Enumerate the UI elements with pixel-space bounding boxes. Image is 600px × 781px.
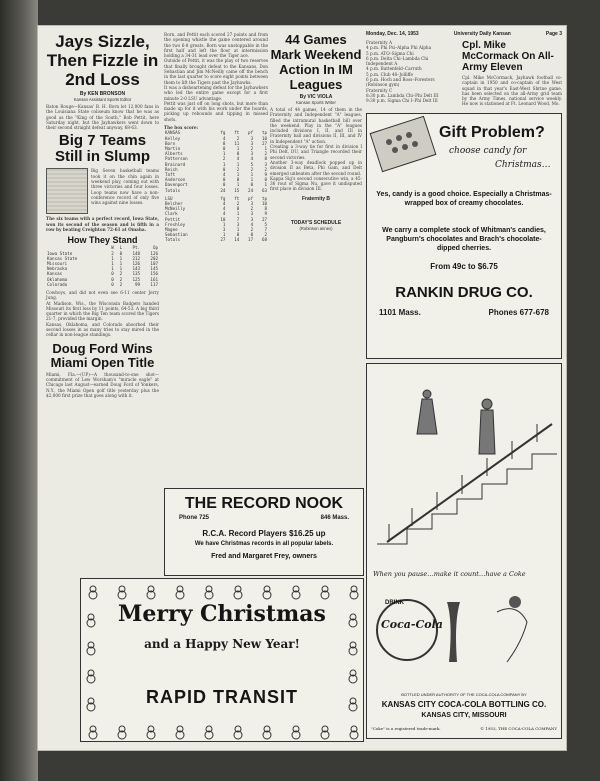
- standings-cell: 143: [132, 266, 141, 272]
- box-kansas-cell: 0: [250, 182, 254, 188]
- box-lsu-cell: 1: [236, 211, 240, 217]
- box-lsu-cell: Pettit: [165, 216, 181, 222]
- standings-cell: 126: [150, 250, 158, 256]
- rankin-phone: Phones 677-678: [488, 307, 549, 317]
- gift-line-2: We carry a complete stock of Whitman's candies, Pangburn's chocolates and Brach's chocolate-dipped cherries.: [382, 226, 546, 252]
- box-kansas-cell: Patterson: [165, 156, 188, 162]
- story-jays-continued: Born, and Pettit each scored 27 points and from the opening whistle the game centered around the two 6-8 greats. Born was unstoppable in the first half and left the floor at intermission holding a 34-31 lead over the Tiger ace. Outside of Pettit, it was the play of two reserves that finally brought defeat to the Kansans, Don Sebastian and Jim McNeilly came off the bench in the last quarter to score eight points between them to lift the Tigers past the Jayhawks. It was a disheartening defeat for the Jayhawkers who led the entire game except for a first minute 2-0 LSU advantage. Pettit was just off on long shots, but more than made up for it with his work under the boards, picking up rebounds and tipping in missed shots.: [164, 32, 268, 122]
- box-kansas-cell: 8: [264, 156, 267, 162]
- box-kansas-cell: 2: [250, 145, 254, 151]
- box-kansas-cell: Totals: [165, 187, 181, 193]
- snowman-icon: [89, 726, 97, 739]
- gift-price: From 49c to $6.75: [430, 261, 498, 271]
- story-mccormack: Cpl. Mike McCormack, Jayhawk football co-captain in 1950 and co-captain of the West squad in that year's East-West Shrine game, has been selected on the all-Army grid team by the Army Times, national service weekly. He now is stationed at Ft. Leonard Wood, Mo.: [462, 75, 562, 107]
- snowman-icon: [292, 586, 300, 599]
- box-kansas-cell: ft: [234, 130, 240, 136]
- box-lsu-cell: fg: [220, 195, 226, 201]
- column-3: [270, 32, 362, 231]
- box-kansas-cell: fg: [220, 130, 226, 136]
- box-lsu-cell: 0: [250, 232, 254, 238]
- standings-cell: 202: [150, 255, 158, 261]
- coke-company: KANSAS CITY COCA-COLA BOTTLING CO.: [381, 699, 547, 709]
- record-nook-addr: 846 Mass.: [320, 515, 349, 521]
- standings-cell: 1: [119, 255, 123, 261]
- box-lsu-cell: 3: [250, 216, 254, 222]
- standings-cell: 117: [150, 281, 158, 287]
- box-kansas-cell: 0: [264, 177, 267, 183]
- snowman-icon: [147, 726, 155, 739]
- rapid-transit-name: RAPID TRANSIT: [146, 687, 298, 707]
- box-lsu-cell: 1: [236, 227, 240, 232]
- box-kansas-cell: 0: [236, 151, 240, 157]
- box-lsu-cell: Sebastian: [165, 232, 188, 238]
- standings-cell: 2: [119, 281, 123, 287]
- box-kansas-cell: KANSAS: [165, 130, 181, 136]
- column-1: [46, 32, 159, 398]
- box-lsu-cell: 2: [250, 206, 254, 212]
- standings-cell: 125: [132, 276, 141, 282]
- box-kansas-cell: Martin: [165, 145, 181, 151]
- box-lsu-cell: 3: [250, 200, 254, 206]
- merry-christmas: Merry Christmas: [118, 601, 326, 627]
- standings-cell: 1: [111, 255, 114, 261]
- box-lsu-cell: tp: [261, 195, 267, 201]
- standings-cell: 2: [119, 271, 123, 277]
- box-kansas-cell: 3: [264, 161, 267, 167]
- page-edge: [566, 20, 600, 781]
- snowman-icon: [176, 726, 184, 739]
- snowman-icon: [263, 586, 271, 599]
- box-kansas-cell: 1: [222, 151, 226, 157]
- headline-jays: Jays Sizzle, Then Fizzle in 2nd Loss: [46, 32, 159, 89]
- box-lsu-cell: 4: [222, 211, 226, 217]
- box-kansas-cell: 27: [261, 140, 267, 146]
- box-lsu-cell: 27: [220, 237, 226, 243]
- box-title: The box score:: [164, 125, 199, 131]
- snowman-icon: [87, 670, 95, 683]
- box-lsu-cell: 5: [264, 221, 267, 227]
- standings-row: [46, 282, 159, 287]
- snowman-icon: [234, 726, 242, 739]
- box-score-lsu: [164, 196, 268, 243]
- standings-label: Fraternity B: [301, 195, 331, 202]
- box-lsu-cell: 10: [261, 200, 267, 206]
- folio-paper: University Daily Kansan: [453, 31, 511, 37]
- coke-drink: DRINK: [385, 599, 404, 606]
- box-kansas-cell: Davenport: [165, 182, 188, 188]
- rankin-drug-ad: [366, 113, 562, 359]
- box-lsu-cell: Freshley: [165, 221, 186, 227]
- schedule-label: TODAY'S SCHEDULE: [290, 219, 342, 226]
- box-lsu-cell: 1: [222, 221, 226, 227]
- snowman-icon: [350, 726, 358, 739]
- box-lsu-cell: 2: [236, 200, 240, 206]
- box-kansas-cell: 1: [236, 145, 240, 151]
- box-lsu-cell: 27: [261, 216, 267, 222]
- page-folio: [366, 31, 562, 37]
- box-kansas-cell: Taft: [165, 171, 176, 177]
- standings-cell: 107: [150, 260, 158, 266]
- box-score-kansas: [164, 130, 268, 192]
- coke-city: KANSAS CITY, MISSOURI: [421, 711, 507, 719]
- box-lsu-cell: Belcher: [165, 200, 183, 206]
- standings-cell: 0: [119, 250, 123, 256]
- box-kansas-cell: 4: [222, 171, 226, 177]
- gift-problem-head: Gift Problem?: [439, 123, 545, 141]
- coke-copyright: © 1953, THE COCA-COLA COMPANY: [480, 725, 557, 731]
- box-lsu-cell: 1: [222, 232, 226, 238]
- box-kansas-cell: 2: [264, 166, 267, 172]
- story-ford: Miami, Fla.—(UP)—A thousand-to-one shot—commitment of Lew Worsham's "miracle eagle" at Chicago last August—earned Doug Ford of Yonkers, N.Y., the Miami Open golf title yesterday plus the $2,000 first prize that goes along with it.: [46, 371, 159, 398]
- coca-cola-ad: [366, 363, 562, 739]
- box-kansas-cell: 9: [264, 171, 267, 177]
- rankin-address: 1101 Mass.: [379, 307, 421, 317]
- box-kansas-cell: 2: [222, 156, 226, 162]
- box-kansas-cell: 4: [236, 156, 240, 162]
- coke-logo: Coca-Cola: [381, 617, 443, 631]
- byline: By KEN BRONSON: [79, 91, 126, 97]
- standings-cell: Iowa State: [47, 250, 73, 256]
- column-2: [164, 32, 268, 243]
- box-kansas-cell: Born: [165, 140, 176, 146]
- standings-cell: L: [119, 245, 123, 251]
- standings-cell: 0: [111, 276, 114, 282]
- box-kansas-cell: 3: [250, 135, 254, 141]
- standings-cell: Kansas State: [47, 255, 78, 261]
- byline-viola-role: Kansan Sports Writer: [296, 100, 336, 105]
- box-kansas-cell: 4: [222, 135, 226, 141]
- box-kansas-cell: Anderson: [165, 177, 186, 183]
- standings-cell: 135: [132, 271, 141, 277]
- standings-cell: Nebraska: [47, 266, 68, 272]
- box-kansas-cell: 0: [236, 177, 240, 183]
- box-lsu-cell: LSU: [165, 195, 173, 201]
- box-kansas-cell: 2: [236, 135, 240, 141]
- snowman-icon: [118, 586, 126, 599]
- headline-big7: Big 7 Teams Still in Slump: [54, 132, 150, 166]
- box-lsu-cell: Magee: [165, 227, 178, 232]
- box-kansas-cell: Kelley: [165, 135, 181, 141]
- coke-tagline: When you pause…make it count…have a Coke: [373, 569, 526, 578]
- box-kansas-cell: 1: [236, 161, 240, 167]
- christmas-records-line: We have Christmas records in all popular labels.: [194, 541, 334, 547]
- standings-cell: 1: [111, 260, 114, 266]
- box-kansas-cell: 24: [248, 187, 254, 193]
- box-lsu-cell: 0: [236, 206, 240, 212]
- rapid-transit-ad: [80, 578, 364, 742]
- snowman-icon: [292, 726, 300, 739]
- box-lsu-cell: 68: [261, 237, 267, 243]
- record-players-line: R.C.A. Record Players $16.25 up: [202, 529, 326, 538]
- schedule-sub: (Robinson annex): [299, 225, 333, 231]
- snowman-icon: [349, 670, 357, 683]
- im-schedule-top: Fraternity A 4 p.m. Phi Psi–Alpha Phi Alpha 5 p.m. ATO–Sigma Chi 6 p.m. Delta Chi–Lambda Chi Independent A 4 p.m. Battenfeld–Carruth 5 p.m. Club 48–Jolliffe 6 p.m. Hoch and Ross–Foresters (Robinson gym) Fraternity C 8:30 p.m. Lambda Chi–Phi Delt III 9:30 p.m. Sigma Chi I–Phi Delt III: [366, 40, 439, 104]
- snowman-icon: [147, 586, 155, 599]
- standings-cell: 2: [111, 250, 114, 256]
- box-lsu-cell: 17: [248, 237, 254, 243]
- box-lsu-cell: 2: [250, 227, 254, 232]
- folio-page: Page 3: [545, 31, 562, 37]
- standings-cell: 2: [119, 276, 123, 282]
- box-lsu-cell: pf: [248, 195, 254, 201]
- story-jays: Baton Rouge—Kansas' B. H. Born let 12,000 fans in the Louisiana State coliseum know that he was as good as the "King of the South," Bob Pettit, here Saturday night, but the Jayhawkers went down to their second straight defeat anyway, 68-63.: [46, 104, 159, 131]
- box-kansas-cell: 1: [250, 171, 254, 177]
- box-lsu-cell: ft: [234, 195, 240, 201]
- gift-script: choose candy for: [449, 145, 527, 156]
- box-lsu-cell: Clark: [165, 211, 178, 217]
- gift-line-1: Yes, candy is a good choice. Especially a Christmas-wrapped box of creamy chocolates.: [376, 190, 552, 207]
- box-kansas-cell: Alberts: [165, 151, 183, 157]
- box-kansas-cell: 10: [261, 135, 267, 141]
- snowman-icon: [321, 586, 329, 599]
- column-4: [366, 40, 562, 739]
- box-kansas-row: [164, 188, 268, 193]
- byline-role: Kansan Assistant Sports Editor: [73, 97, 132, 102]
- box-lsu-cell: 7: [236, 216, 240, 222]
- happy-new-year: and a Happy New Year!: [144, 637, 300, 651]
- box-kansas-cell: Reich: [165, 166, 178, 172]
- box-kansas-cell: 1: [222, 161, 226, 167]
- box-kansas-cell: 1: [236, 171, 240, 177]
- folio-date: Monday, Dec. 14, 1953: [366, 31, 419, 37]
- box-kansas-cell: 3: [250, 151, 254, 157]
- story-cowboys: Cowboys, and did not even see 6-11 center Jerry Jung. At Madison, Wis., the Wisconsin Badgers handed Missouri its first loss by 11 points, 64-53. A big third quarter in which the Big Ten team scored the Tigers 21-7, provided the margin. Kansas, Oklahoma, and Colorado absorbed their second losses in as many tries to stay mired in the cellar in non-league standings.: [46, 290, 159, 338]
- record-nook-name: THE RECORD NOOK: [184, 495, 344, 512]
- box-kansas-cell: 2: [250, 166, 254, 172]
- standings-cell: 1: [119, 260, 123, 266]
- box-lsu-cell: 4: [222, 206, 226, 212]
- box-kansas-cell: 24: [220, 187, 226, 193]
- story-big7-b: The six teams with a perfect record, Iowa State, won its second of the season and is fifth in a row by beating Creighton 72-61 at Omaha.: [46, 216, 159, 233]
- story-im: A total of 44 games, 14 of them in the Fraternity and Independent "A" leagues, filled the intramural basketball bill over the weekend. Play in the "A" leagues included divisions I, II, and III in Fraternity ball and divisions II, III, and IV in Independent "A" action. Creating a 3-way tie for first in division I Phi Delt, DU, and Triangle recorded their second victories. Another 3-way deadlock popped up in division II as Beta, Phi Gam, and Delt emerged unbeaten after the second round. Kappa Sig's second consecutive win, a 45-36 rout of Sigma Nu, gave it undisputed first place in division III.: [270, 107, 362, 192]
- record-nook-phone: Phone 725: [179, 515, 210, 521]
- book-binding: [0, 0, 38, 781]
- box-kansas-cell: Brainard: [165, 161, 186, 167]
- box-lsu-cell: 8: [264, 206, 267, 212]
- box-kansas-cell: 2: [236, 166, 240, 172]
- gift-script-2: Christmas…: [495, 159, 551, 170]
- snowman-icon: [350, 586, 358, 599]
- box-kansas-cell: 15: [234, 187, 240, 193]
- standings-cell: 145: [150, 266, 158, 272]
- box-lsu-cell: 0: [236, 232, 240, 238]
- snowman-icon: [263, 726, 271, 739]
- record-nook-owners: Fred and Margaret Frey, owners: [211, 553, 317, 560]
- box-kansas-cell: 8: [222, 140, 226, 146]
- box-lsu-row: [164, 237, 268, 242]
- headline-ford: Doug Ford Wins Miami Open Title: [50, 340, 155, 370]
- box-lsu-cell: 3: [236, 221, 240, 227]
- standings-cell: 99: [135, 281, 141, 287]
- box-kansas-cell: 1: [264, 145, 267, 151]
- coke-logo-area: [367, 582, 561, 682]
- standings-cell: 1: [111, 266, 114, 272]
- box-kansas-cell: 11: [234, 140, 240, 146]
- standings-cell: Op: [152, 245, 158, 251]
- box-lsu-cell: 9: [264, 211, 267, 217]
- staircase-illustration: [367, 364, 561, 564]
- standings-cell: W: [111, 245, 114, 251]
- box-kansas-cell: tp: [261, 130, 267, 136]
- headline-im: 44 Games Mark Weekend Action In IM Leagues: [270, 32, 362, 92]
- box-lsu-cell: 2: [264, 232, 267, 238]
- box-lsu-cell: Totals: [165, 237, 181, 243]
- box-kansas-cell: 3: [250, 140, 254, 146]
- standings-cell: Pt.: [132, 245, 141, 251]
- standings-table: [46, 245, 159, 287]
- standings-cell: 212: [132, 255, 141, 261]
- snowman-icon: [118, 726, 126, 739]
- box-kansas-cell: 1: [236, 182, 240, 188]
- box-kansas-cell: 0: [222, 177, 226, 183]
- box-kansas-cell: 1: [250, 177, 254, 183]
- box-lsu-cell: 4: [222, 200, 226, 206]
- standings-cell: Oklahoma: [47, 276, 68, 282]
- headline-mccormack: Cpl. Mike McCormack On All-Army Eleven: [462, 40, 554, 73]
- standings-cell: 161: [150, 276, 158, 282]
- box-kansas-cell: 5: [250, 161, 254, 167]
- standings-cell: 0: [111, 281, 114, 287]
- standings-cell: 1: [119, 266, 123, 272]
- box-kansas-cell: 2: [264, 151, 267, 157]
- box-lsu-cell: McNeilly: [165, 206, 186, 212]
- rankin-drug-name: RANKIN DRUG CO.: [395, 283, 533, 301]
- box-lsu-cell: 10: [220, 216, 226, 222]
- standings-cell: 148: [132, 250, 141, 256]
- snowman-icon: [234, 586, 242, 599]
- standings-title: How They Stand: [67, 235, 138, 246]
- story-big7: Big Seven basketball teams took it on the chin again in weekend play, coming out with three victories and four losses. Loop teams now have a non-conference record of only five wins against nine losses.: [91, 168, 159, 206]
- box-kansas-cell: 0: [222, 166, 226, 172]
- box-lsu-cell: 3: [222, 227, 226, 232]
- record-nook-ad: [164, 488, 364, 576]
- byline-viola: By VIC VIOLA: [299, 94, 333, 100]
- box-lsu-cell: 4: [250, 221, 254, 227]
- snowman-icon: [205, 586, 213, 599]
- box-kansas-cell: 0: [222, 182, 226, 188]
- box-kansas-cell: 63: [261, 187, 267, 193]
- standings-cell: Kansas: [47, 271, 63, 277]
- coke-tm: "Coke" is a registered trade-mark.: [371, 725, 441, 731]
- box-kansas-cell: 0: [222, 145, 226, 151]
- box-lsu-cell: 7: [264, 227, 267, 232]
- player-photo: [46, 168, 88, 214]
- box-lsu-cell: 3: [250, 211, 254, 217]
- standings-cell: Colorado: [47, 281, 68, 287]
- snowman-icon: [205, 726, 213, 739]
- snowman-icon: [89, 586, 97, 599]
- box-kansas-cell: pf: [248, 130, 254, 136]
- snowman-icon: [176, 586, 184, 599]
- box-kansas-cell: 1: [264, 182, 267, 188]
- box-kansas-cell: 4: [250, 156, 254, 162]
- standings-cell: Missouri: [47, 260, 68, 266]
- standings-cell: 126: [132, 260, 141, 266]
- standings-cell: 0: [111, 271, 114, 277]
- box-lsu-cell: 14: [234, 237, 240, 243]
- snowman-icon: [321, 726, 329, 739]
- coke-bottler-line: BOTTLED UNDER AUTHORITY OF THE COCA-COLA COMPANY BY: [401, 691, 527, 697]
- standings-cell: 156: [150, 271, 158, 277]
